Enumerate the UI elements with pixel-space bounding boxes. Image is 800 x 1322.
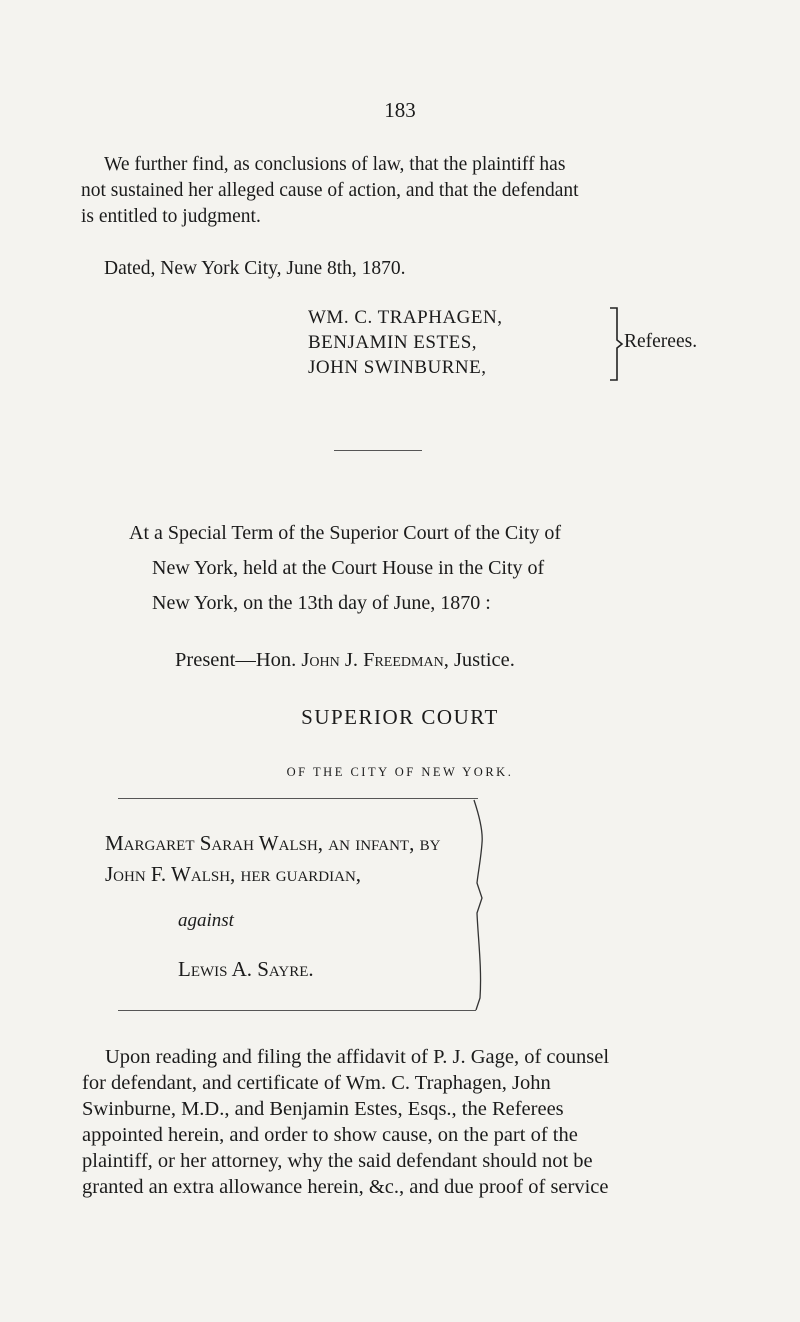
order-line-2: for defendant, and certificate of Wm. C. Traphagen, John <box>82 1072 551 1094</box>
defendant-line: Lewis A. Sayre. <box>178 957 314 981</box>
plaintiff-line-1: Margaret Sarah Walsh, an infant, by <box>105 831 441 855</box>
referee-name-1: WM. C. TRAPHAGEN, <box>308 307 503 328</box>
versus-label: against <box>178 910 234 931</box>
court-title: SUPERIOR COURT <box>301 705 499 729</box>
present-suffix: , Justice. <box>443 649 515 671</box>
caption-brace <box>470 798 486 1012</box>
referee-name-3: JOHN SWINBURNE, <box>308 357 487 378</box>
findings-line-3: is entitled to judgment. <box>81 206 261 227</box>
order-line-5: plaintiff, or her attorney, why the said defendant should not be <box>82 1150 593 1172</box>
term-line-2: New York, held at the Court House in the City of <box>152 557 545 579</box>
order-line-6: granted an extra allowance herein, &c., and due proof of service <box>82 1176 609 1198</box>
court-subtitle: OF THE CITY OF NEW YORK. <box>286 765 514 779</box>
order-line-3: Swinburne, M.D., and Benjamin Estes, Esqs., the Referees <box>82 1098 564 1120</box>
page-number: 183 <box>384 98 416 122</box>
separator-rule <box>334 450 422 451</box>
present-prefix: Present—Hon. <box>175 649 302 671</box>
findings-line-1: We further find, as conclusions of law, that the plaintiff has <box>104 154 566 175</box>
referees-brace <box>608 306 624 382</box>
referee-name-2: BENJAMIN ESTES, <box>308 332 478 353</box>
referees-label: Referees. <box>624 331 698 352</box>
present-line <box>175 647 515 673</box>
judge-name: John J. Freedman <box>301 649 444 671</box>
term-line-3: New York, on the 13th day of June, 1870 : <box>152 592 491 614</box>
plaintiff-line-2: John F. Walsh, her guardian, <box>105 862 362 886</box>
dated-line: Dated, New York City, June 8th, 1870. <box>104 258 406 279</box>
order-line-1: Upon reading and filing the affidavit of P. J. Gage, of counsel <box>105 1046 610 1068</box>
term-line-1: At a Special Term of the Superior Court of the City of <box>129 522 562 544</box>
caption-bottom-rule <box>118 1010 476 1011</box>
caption-top-rule <box>118 798 478 799</box>
order-line-4: appointed herein, and order to show cause, on the part of the <box>82 1124 578 1146</box>
findings-line-2: not sustained her alleged cause of action, and that the defendant <box>81 180 579 201</box>
